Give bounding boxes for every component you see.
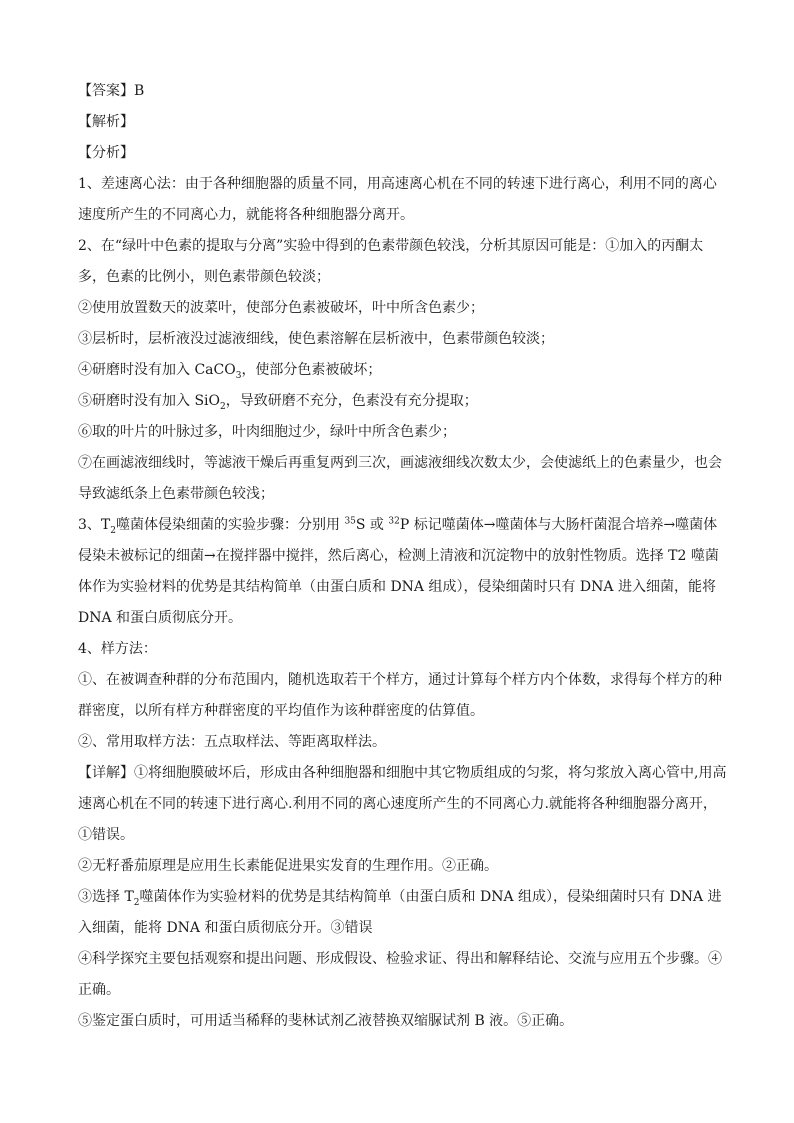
paragraph-15 — [78, 882, 728, 944]
paragraph-17: ⑤鉴定蛋白质时，可用适当稀释的斐林试剂乙液替换双缩脲试剂 B 液。⑤正确。 — [78, 1013, 574, 1029]
answer-line — [78, 76, 728, 107]
paragraph-16: ④科学探究主要包括观察和提出问题、形成假设、检验求证、得出和解释结论、交流与应用五个步骤。④正确。 — [78, 951, 722, 998]
p6-subscript: 2 — [220, 401, 226, 412]
p9-superscript-s: 35 — [344, 516, 356, 527]
paragraph-9 — [78, 510, 728, 634]
p9-superscript-p: 32 — [388, 516, 400, 527]
paragraph-3: ②使用放置数天的波菜叶，使部分色素被破坏，叶中所含色素少； — [78, 300, 484, 316]
p6-text-end: ，导致研磨不充分，色素没有充分提取； — [225, 393, 478, 409]
p9-text-c: S 或 — [355, 517, 389, 533]
p6-text: ⑤研磨时没有加入 SiO — [78, 393, 220, 409]
p15-text-b: 噬菌体作为实验材料的优势是其结构简单（由蛋白质和 DNA 组成），侵染细菌时只有 DNA 进入细菌，能将 DNA 和蛋白质彻底分开。③错误 — [78, 889, 722, 936]
paragraph-8: ⑦在画滤液细线时，等滤液干燥后再重复两到三次，画滤液细线次数太少，会使滤纸上的色素量少，也会导致滤纸条上色素带颜色较浅； — [78, 455, 722, 502]
p13-text: ①将细胞膜破坏后，形成由各种细胞器和细胞中其它物质组成的匀浆，将匀浆放入离心管中,用高速离心机在不同的转速下进行离心.利用不同的离心速度所产生的不同离心力.就能将各种细胞器分离开，①错误。 — [78, 765, 727, 843]
p15-subscript: 2 — [133, 897, 140, 908]
paragraph-7: ⑥取的叶片的叶脉过多，叶肉细胞过少，绿叶中所含色素少； — [78, 424, 456, 440]
paragraph-10: 4、样方法： — [78, 641, 157, 657]
fenxi-heading: 【分析】 — [78, 145, 134, 161]
p5-text: ④研磨时没有加入 CaCO — [78, 362, 236, 378]
answer-label: 【答案】 — [78, 83, 134, 99]
p5-subscript: 3 — [235, 370, 242, 381]
paragraph-11: ①、在被调查种群的分布范围内，随机选取若干个样方，通过计算每个样方内个体数，求得每个样方的种群密度，以所有样方种群密度的平均值作为该种群密度的估算值。 — [78, 672, 722, 719]
p9-text-d: P 标记噬菌体→噬菌体与大肠杆菌混合培养→噬菌体侵染未被标记的细菌→在搅拌器中搅拌，然后离心，检测上清液和沉淀物中的放射性物质。选择 T2 噬菌体作为实验材料的优势是其结构简单（由蛋白质和 DNA 组成），侵染细菌时只有 DNA 进入细菌，能将 DNA 和蛋白质彻底分开。 — [78, 517, 719, 626]
p9-text-b: 噬菌体侵染细菌的实验步骤：分别用 — [115, 517, 345, 533]
p9-text-a: 3、T — [78, 517, 111, 533]
paragraph-13 — [78, 758, 728, 851]
paragraph-6 — [78, 386, 728, 417]
analysis-heading: 【解析】 — [78, 114, 134, 130]
paragraph-2: 2、在“绿叶中色素的提取与分离”实验中得到的色素带颜色较浅，分析其原因可能是：①加入的丙酮太多，色素的比例小，则色素带颜色较淡； — [78, 238, 704, 285]
p5-text-end: ，使部分色素被破坏； — [241, 362, 382, 378]
answer-value: B — [134, 83, 145, 99]
paragraph-4: ③层析时，层析液没过滤液细线，使色素溶解在层析液中，色素带颜色较淡； — [78, 331, 554, 347]
document-body — [78, 76, 728, 1037]
paragraph-14: ②无籽番茄原理是应用生长素能促进果实发育的生理作用。②正确。 — [78, 858, 498, 874]
paragraph-1: 1、差速离心法：由于各种细胞器的质量不同，用高速离心机在不同的转速下进行离心，利用不同的离心速度所产生的不同离心力，就能将各种细胞器分离开。 — [78, 176, 717, 223]
paragraph-5 — [78, 355, 728, 386]
p15-text-a: ③选择 T — [78, 889, 134, 905]
detail-label: 【详解】 — [78, 765, 134, 781]
p9-subscript: 2 — [110, 525, 116, 536]
paragraph-12: ②、常用取样方法：五点取样法、等距离取样法。 — [78, 734, 386, 750]
